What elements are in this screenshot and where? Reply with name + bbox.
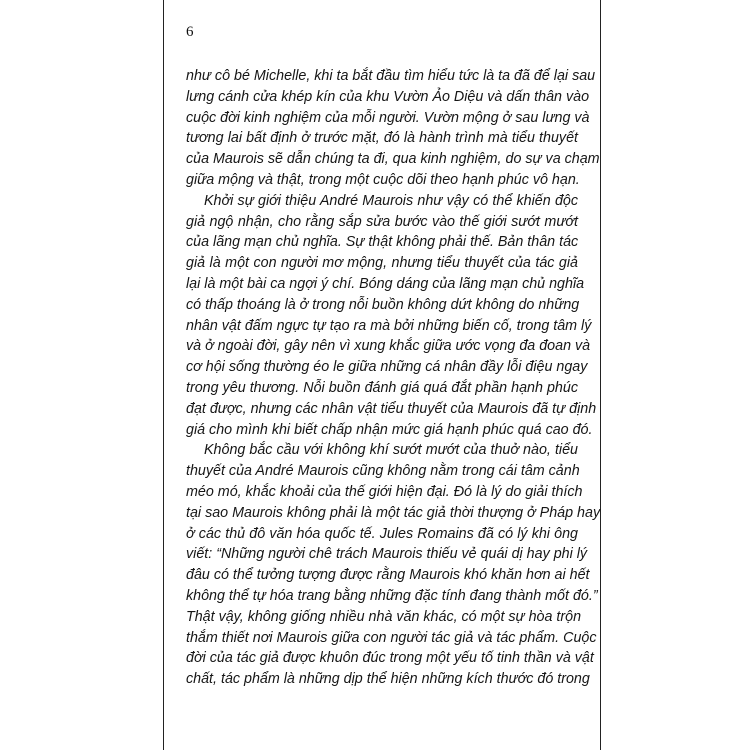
text-line: thuyết của André Maurois cũng không nằm trong cái tâm cảnh (186, 463, 580, 480)
text-line: của Maurois sẽ dẫn chúng ta đi, qua kinh nghiệm, do sự va chạm (186, 151, 600, 168)
text-line: cơ hội sống thường éo le giữa những cá nhân đầy lỗi điệu ngay (186, 359, 588, 376)
book-page (163, 0, 601, 750)
text-line: tương lai bất định ở trước mặt, đó là hành trình mà tiểu thuyết (186, 130, 578, 147)
text-line: Khởi sự giới thiệu André Maurois như vậy có thể khiến độc (204, 192, 578, 209)
text-line: không thể tự hóa trang bằng những đặc tính đang thành mốt đó.” (186, 587, 598, 604)
text-line: trong yêu thương. Nỗi buồn đánh giá quá đắt phần hạnh phúc (186, 379, 578, 396)
text-line: nhân vật đấm ngực tự tạo ra mà bởi những biến cố, trong tâm lý (186, 317, 592, 334)
page-number: 6 (186, 24, 194, 40)
text-line: giả ngộ nhận, cho rằng sắp sửa bước vào thế giới sướt mướt (186, 213, 578, 230)
text-line: đời của tác giả được khuôn đúc trong một yếu tố tinh thần và vật (186, 650, 594, 667)
text-line: tại sao Maurois không phải là một tác giả thời thượng ở Pháp hay (186, 504, 601, 521)
text-line: của lãng mạn chủ nghĩa. Sự thật không phải thế. Bản thân tác (186, 234, 579, 251)
text-line: viết: “Những người chê trách Maurois thiếu vẻ quái dị hay phi lý (186, 546, 588, 563)
text-line: méo mó, khắc khoải của thế giới hiện đại. Đó là lý do giải thích (186, 483, 583, 500)
text-line: giữa mộng và thật, trong một cuộc dõi theo hạnh phúc vô hạn. (186, 171, 580, 188)
text-line: đâu có thể tưởng tượng được rằng Maurois khó khăn hơn ai hết (186, 567, 590, 584)
text-line: giả là một con người mơ mộng, nhưng tiểu thuyết của tác giả (186, 255, 578, 272)
text-line: lại là một bài ca ngợi ý chí. Bóng dáng của lãng mạn chủ nghĩa (186, 275, 585, 292)
text-line: thắm thiết nơi Maurois giữa con người tác giả và tác phẩm. Cuộc (186, 629, 597, 646)
text-line: Không bắc cầu với không khí sướt mướt của thuở nào, tiểu (204, 442, 578, 459)
body-text (186, 66, 601, 690)
text-line: cuộc đời kinh nghiệm của mỗi người. Vườn mộng ở sau lưng và (186, 109, 590, 126)
text-line: có thấp thoáng là ở trong nỗi buồn không dứt không do những (186, 296, 580, 313)
text-line: ở các thủ đô văn hóa quốc tế. Jules Romains đã có lý khi ông (186, 525, 578, 542)
text-line: Thật vậy, không giống nhiều nhà văn khác, có một sự hòa trộn (186, 608, 582, 625)
text-line: chất, tác phẩm là những dịp thể hiện những kích thước đó trong (186, 671, 590, 688)
text-line: như cô bé Michelle, khi ta bắt đầu tìm hiểu tức là ta đã để lại sau (186, 68, 596, 84)
text-line: và ở ngoài đời, gây nên vì xung khắc giữa ước vọng đa đoan và (186, 338, 591, 355)
text-line: giá cho mình khi biết chấp nhận mức giá hạnh phúc quá cao đó. (186, 421, 593, 438)
text-line: đạt được, nhưng các nhân vật tiểu thuyết của Maurois đã tự định (186, 400, 597, 417)
text-line: lưng cánh cửa khép kín của khu Vườn Ảo Diệu và dấn thân vào (186, 88, 590, 105)
